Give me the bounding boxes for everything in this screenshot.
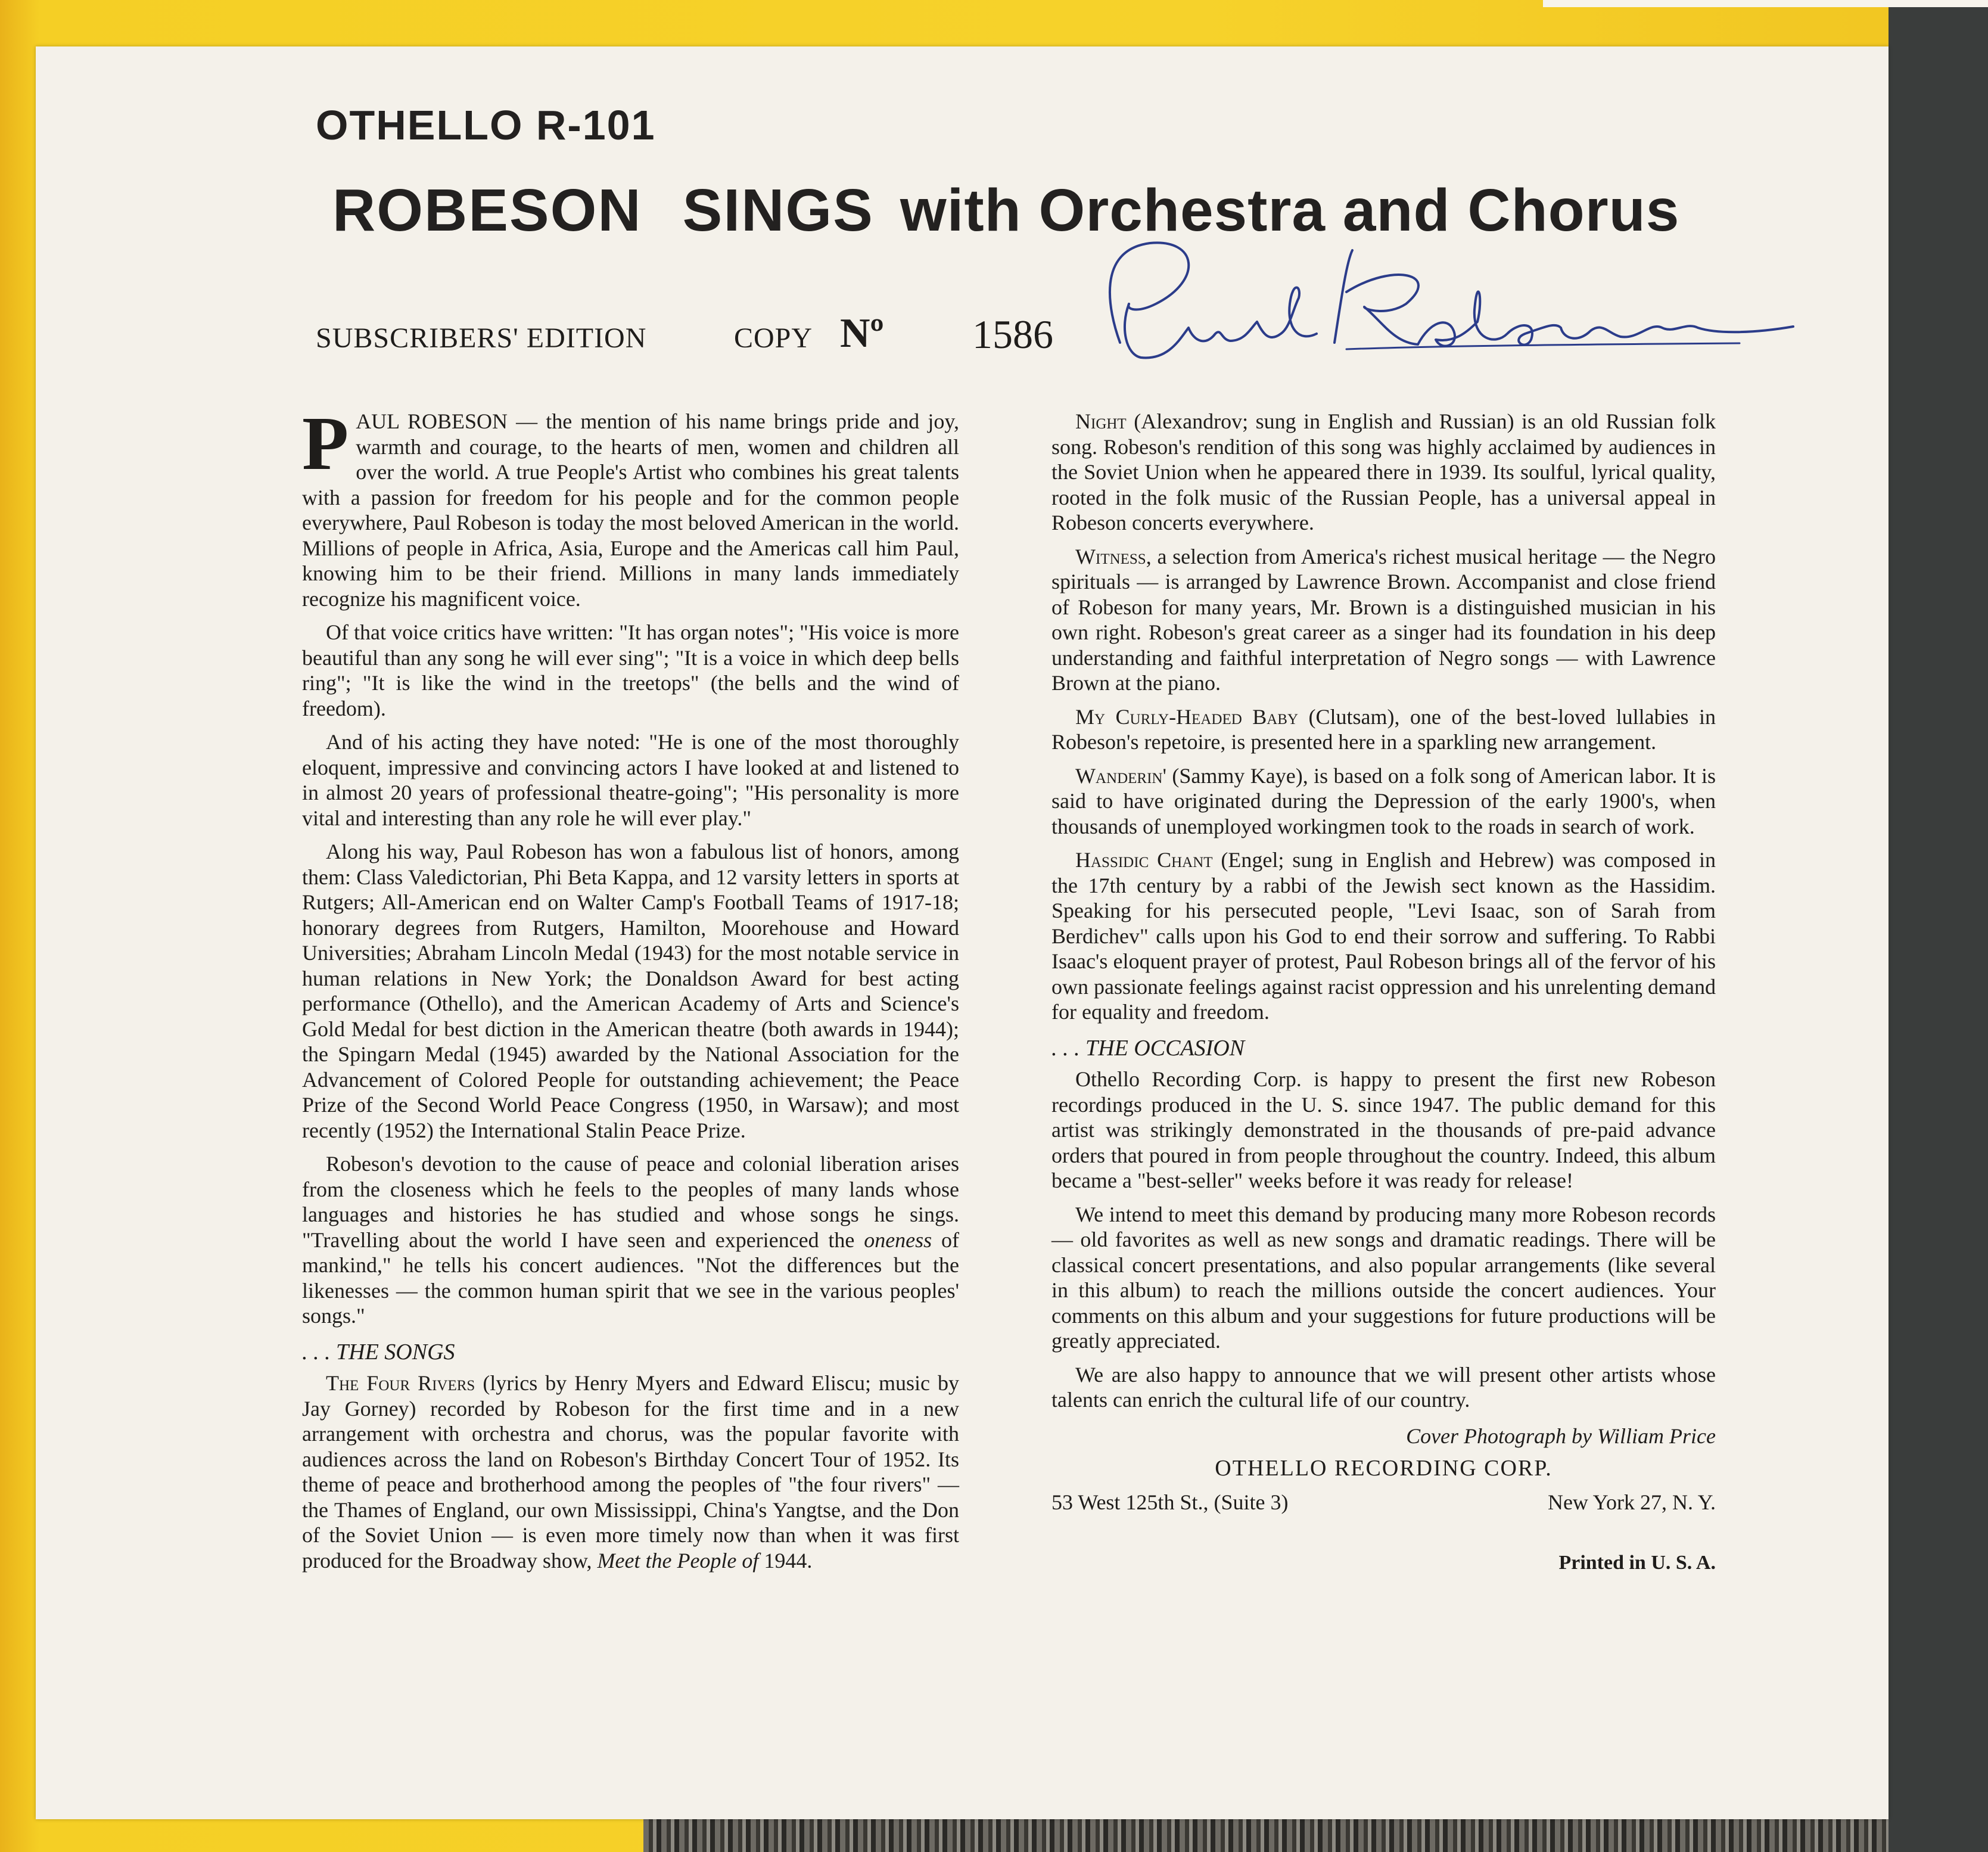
critics-paragraph: Of that voice critics have written: "It has organ notes"; "His voice is more beautiful than any song he will ever sing"; "It is a voice in which deep bells ring"; "It is like the wind in the treetops" (the bells and the wind of freedom). (302, 620, 959, 720)
wanderin-paragraph (1051, 763, 1716, 840)
cover-photo-edge (643, 1817, 1889, 1852)
album-title (332, 176, 1679, 245)
edition-label: SUBSCRIBERS' EDITION (316, 322, 647, 354)
song-title-four-rivers: The Four Rivers (326, 1371, 475, 1395)
liner-notes-left-column (302, 401, 959, 1581)
printed-in-usa: Printed in U. S. A. (1558, 1552, 1716, 1574)
witness-text: a selection from America's richest musical heritage — the Negro spirituals — is arranged by Lawrence Brown. Accompanist and close friend of Robeson for many years, Mr. Brown is a distinguished musician in his own right. Robeson's great career as a singer had its foundation in his deep understanding and faithful interpretation of Negro songs — with Lawrence Brown at the piano. (1051, 544, 1716, 695)
title-with-orchestra: with Orchestra and Chorus (900, 177, 1680, 244)
title-sings: SINGS (682, 177, 874, 244)
songs-section-heading: . . . THE SONGS (302, 1339, 455, 1365)
drop-cap-p: P (302, 401, 349, 486)
city-address: New York 27, N. Y. (1547, 1490, 1716, 1514)
liner-notes-right-column (1051, 409, 1716, 1576)
devotion-text-2: of mankind," he tells his concert audiences. "Not the differences but the likenesses — the common human spirit that we see in the various peoples' songs." (302, 1228, 959, 1328)
song-title-witness: Witness, (1075, 544, 1152, 568)
intro-text: AUL ROBESON — the mention of his name brings pride and joy, warmth and courage, to the hearts of men, women and children all over the world. A true People's Artist who combines his great talents with a passion for freedom for his people and for the common people everywhere, Paul Robeson is today the most beloved American in the world. Millions of people in Africa, Asia, Europe and the Americas call him Paul, knowing him to be their friend. Millions in many lands immediately recognize his magnificent voice. (302, 409, 959, 611)
title-robeson: ROBESON (332, 177, 642, 244)
devotion-paragraph (302, 1151, 959, 1329)
copy-label: COPY (734, 322, 813, 354)
show-year: 1944. (764, 1548, 813, 1573)
intro-paragraph (302, 401, 959, 611)
four-rivers-text: (lyrics by Henry Myers and Edward Eliscu; music by Jay Gorney) recorded by Robeson for the first time and in a new arrangement with orchestra and chorus, was the popular favorite with audiences across the land on Robeson's Birthday Concert Tour of 1952. Its theme of peace and brotherhood among the peoples of "the four rivers" — the Thames of England, our own Mississippi, China's Yangtse, and the Don of the Soviet Union — is even more timely now than when it was first produced for the Broadway show, (302, 1371, 959, 1573)
street-address: 53 West 125th St., (Suite 3) (1051, 1490, 1289, 1514)
company-address-row (1051, 1490, 1716, 1515)
show-title: Meet the People of (597, 1548, 759, 1573)
acting-paragraph: And of his acting they have noted: "He is one of the most thoroughly eloquent, impressive and convincing actors I have looked at and listened to in almost 20 years of professional theatre-going"; "His personality is more vital and interesting than any role he will ever play." (302, 730, 959, 830)
copy-number-symbol: Nº (840, 310, 884, 356)
cover-photo-credit: Cover Photograph by William Price (1406, 1424, 1716, 1448)
announcement-paragraph: We are also happy to announce that we will present other artists whose talents can enrich the cultural life of our country. (1051, 1362, 1716, 1412)
company-name: OTHELLO RECORDING CORP. (1215, 1456, 1553, 1481)
night-text: (Alexandrov; sung in English and Russian) is an old Russian folk song. Robeson's rendition of this song was highly acclaimed by audiences in the Soviet Union when he appeared there in 1939. Its soulful, lyrical quality, rooted in the folk music of the Russian People, has a universal appeal in Robeson concerts everywhere. (1051, 409, 1716, 535)
song-title-curly-headed-baby: My Curly-Headed Baby (1075, 704, 1299, 729)
song-title-wanderin: Wanderin' (1075, 763, 1166, 788)
catalog-number: OTHELLO R-101 (316, 102, 656, 148)
devotion-emphasis: oneness (864, 1228, 932, 1252)
devotion-text-1: Robeson's devotion to the cause of peace and colonial liberation arises from the closeness which he feels to the peoples of many lands whose languages and histories he has studied and whose songs he sings. "Travelling about the world I have seen and experienced the (302, 1152, 959, 1252)
cover-dark-edge (1889, 0, 1988, 1852)
curly-headed-baby-text: (Clutsam), one of the best-loved lullabies in Robeson's repetoire, is presented here in a sparkling new arrangement. (1051, 704, 1716, 754)
honors-paragraph: Along his way, Paul Robeson has won a fabulous list of honors, among them: Class Valedictorian, Phi Beta Kappa, and 12 varsity letters in sports at Rutgers; All-American end on Walter Camp's Football Teams of 1917-18; honorary degrees from Rutgers, Hamilton, Moorehouse and Howard Universities; Abraham Lincoln Medal (1943) for the most notable service in human relations in New York; the Donaldson Award for best acting performance (Othello), and the American Academy of Arts and Science's Gold Medal for best diction in the American theatre (both awards in 1944); the Spingarn Medal (1945) awarded by the National Association for the Advancement of Colored People for outstanding achievement; the Peace Prize of the Second World Peace Congress (1950, in Warsaw); and most recently (1952) the International Stalin Peace Prize. (302, 840, 959, 1142)
hassidic-chant-text: (Engel; sung in English and Hebrew) was composed in the 17th century by a rabbi of the Jewish sect known as the Hassidim. Speaking for his persecuted people, "Levi Isaac, son of Sarah from Berdichev" calls upon his God to end their sorrow and suffering. To Rabbi Isaac's eloquent prayer of protest, Paul Robeson brings all of the fervor of his own passionate feelings against racist oppression and his unrelenting demand for equality and freedom. (1051, 848, 1716, 1024)
background-strip (1543, 0, 1988, 7)
intent-paragraph: We intend to meet this demand by producing many more Robeson records — old favorites as well as new songs and dramatic readings. There will be classical concert presentations, and also popular arrangements (like several in this album) to reach the millions outside the concert audiences. Your comments on this album and your suggestions for future productions will be greatly appreciated. (1051, 1202, 1716, 1353)
occasion-section-heading: . . . THE OCCASION (1051, 1035, 1245, 1061)
witness-paragraph (1051, 544, 1716, 696)
night-paragraph (1051, 409, 1716, 536)
song-title-hassidic-chant: Hassidic Chant (1075, 848, 1213, 872)
signature-paul-robeson (1084, 238, 1799, 381)
curly-headed-baby-paragraph (1051, 704, 1716, 755)
four-rivers-paragraph (302, 1371, 959, 1573)
wanderin-text: (Sammy Kaye), is based on a folk song of American labor. It is said to have originated during the Depression of the early 1900's, when thousands of unemployed workingmen took to the roads in search of work. (1051, 763, 1716, 838)
hassidic-chant-paragraph (1051, 847, 1716, 1025)
copy-number: 1586 (972, 312, 1053, 357)
occasion-paragraph: Othello Recording Corp. is happy to present the first new Robeson recordings produced in the U. S. since 1947. The public demand for this artist was strikingly demonstrated in the thousands of pre-paid advance orders that poured in from people throughout the country. Indeed, this album became a "best-seller" weeks before it was ready for release! (1051, 1067, 1716, 1192)
song-title-night: Night (1075, 409, 1127, 433)
